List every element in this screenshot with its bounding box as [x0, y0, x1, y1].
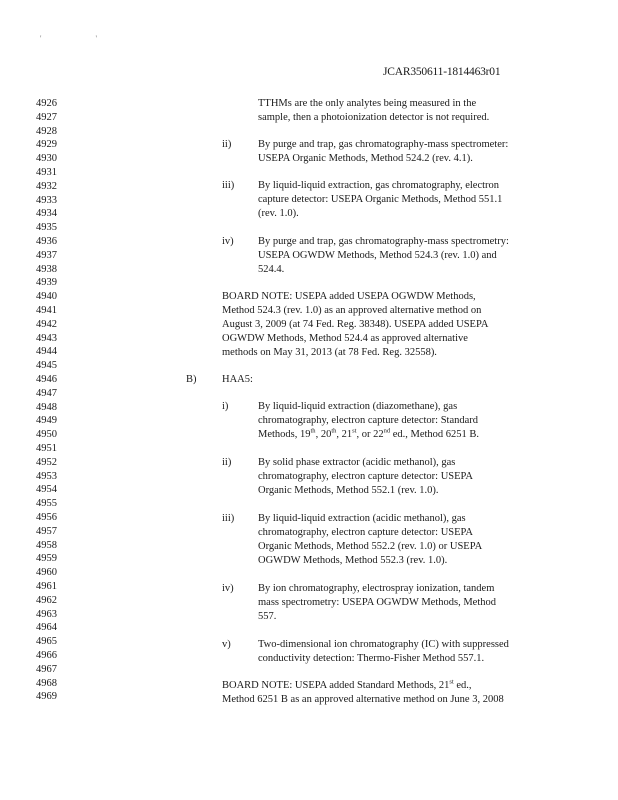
- line-number: 4935: [36, 222, 57, 234]
- text-line-4933: capture detector: USEPA Organic Methods, Method 551.1: [258, 194, 503, 205]
- text-line-4965: Two-dimensional ion chromatography (IC) with suppressed: [258, 639, 509, 650]
- line-number: 4955: [36, 498, 57, 510]
- line-number: 4963: [36, 608, 57, 620]
- text-line-4942: August 3, 2009 (at 74 Fed. Reg. 38348). USEPA added USEPA: [222, 319, 489, 330]
- text-line-4958: Organic Methods, Method 552.2 (rev. 1.0) or USEPA: [258, 541, 483, 552]
- list-marker-iv: iv): [222, 236, 234, 247]
- text-line-4948: By liquid-liquid extraction (diazomethane), gas: [258, 401, 458, 412]
- line-number: 4951: [36, 443, 57, 454]
- text-line-4950: Methods, 19th, 20th, 21st, or 22nd ed., Method 6251 B.: [258, 427, 480, 440]
- line-number: 4957: [36, 525, 57, 537]
- line-number: 4967: [36, 663, 57, 675]
- text-line-4969: Method 6251 B as an approved alternative method on June 3, 2008: [222, 694, 504, 705]
- scan-corner-marks: ' ': [40, 34, 123, 43]
- line-number: 4956: [36, 512, 57, 523]
- line-number: 4950: [36, 429, 57, 441]
- line-number: 4958: [36, 539, 57, 551]
- line-number: 4960: [36, 567, 57, 579]
- line-number: 4952: [36, 456, 57, 468]
- line-number: 4962: [36, 594, 57, 606]
- text-line-4940: BOARD NOTE: USEPA added USEPA OGWDW Methods,: [222, 291, 476, 302]
- line-number: 4930: [36, 153, 57, 165]
- list-marker-iii: iii): [222, 513, 235, 524]
- text-line-4943: OGWDW Methods, Method 524.4 as approved alternative: [222, 333, 468, 344]
- text-line-4932: By liquid-liquid extraction, gas chromatography, electron: [258, 180, 500, 191]
- line-number: 4940: [36, 291, 57, 303]
- line-number: 4946: [36, 374, 57, 385]
- line-number: 4942: [36, 318, 57, 330]
- text-line-4968: BOARD NOTE: USEPA added Standard Methods, 21st ed.,: [222, 678, 472, 691]
- line-number: 4945: [36, 360, 57, 372]
- line-number: 4954: [36, 484, 57, 496]
- line-number: 4947: [36, 387, 57, 399]
- text-line-4927: sample, then a photoionization detector is not required.: [258, 112, 490, 123]
- line-number: 4931: [36, 167, 57, 178]
- line-number: 4938: [36, 263, 57, 275]
- line-number: 4929: [36, 139, 57, 151]
- line-number: 4964: [36, 622, 57, 634]
- list-marker-iii: iii): [222, 180, 235, 191]
- text-line-4966: conductivity detection: Thermo-Fisher Method 557.1.: [258, 653, 485, 664]
- line-number: 4959: [36, 553, 57, 565]
- list-marker-iv: iv): [222, 583, 234, 594]
- line-number: 4928: [36, 125, 57, 137]
- line-number: 4932: [36, 180, 57, 192]
- list-marker-ii: ii): [222, 457, 232, 468]
- line-number: 4926: [36, 98, 57, 109]
- text-line-4961: By ion chromatography, electrospray ionization, tandem: [258, 583, 495, 594]
- text-line-4949: chromatography, electron capture detector: Standard: [258, 415, 479, 426]
- line-number: 4969: [36, 691, 57, 703]
- text-line-4952: By solid phase extractor (acidic methanol), gas: [258, 457, 456, 468]
- list-marker-v: v): [222, 639, 231, 650]
- text-line-4929: By purge and trap, gas chromatography-mass spectrometer:: [258, 139, 509, 150]
- text-line-4926: TTHMs are the only analytes being measured in the: [258, 98, 477, 109]
- line-number: 4949: [36, 415, 57, 427]
- line-number: 4953: [36, 470, 57, 482]
- line-number: 4939: [36, 277, 57, 289]
- line-number: 4943: [36, 332, 57, 344]
- text-line-4957: chromatography, electron capture detector: USEPA: [258, 527, 473, 538]
- line-number: 4944: [36, 346, 57, 358]
- line-number: 4965: [36, 636, 57, 648]
- line-number: 4961: [36, 581, 57, 592]
- document-id: JCAR350611-1814463r01: [383, 66, 501, 78]
- text-line-4953: chromatography, electron capture detector: USEPA: [258, 471, 473, 482]
- text-line-4962: mass spectrometry: USEPA OGWDW Methods, Method: [258, 597, 496, 608]
- list-marker-ii: ii): [222, 139, 232, 150]
- line-number: 4948: [36, 401, 57, 413]
- text-line-4938: 524.4.: [258, 264, 285, 275]
- line-number: 4934: [36, 208, 57, 220]
- text-line-4937: USEPA OGWDW Methods, Method 524.3 (rev. 1.0) and: [258, 250, 497, 261]
- text-line-4944: methods on May 31, 2013 (at 78 Fed. Reg. 32558).: [222, 347, 437, 358]
- line-number: 4933: [36, 194, 57, 206]
- text-line-4930: USEPA Organic Methods, Method 524.2 (rev. 4.1).: [258, 153, 473, 164]
- text-line-4956: By liquid-liquid extraction (acidic methanol), gas: [258, 513, 466, 524]
- text-line-4936: By purge and trap, gas chromatography-mass spectrometry:: [258, 236, 509, 247]
- list-marker-i: i): [222, 401, 229, 412]
- line-number: 4937: [36, 249, 57, 261]
- list-marker-B: B): [186, 374, 197, 385]
- line-number: 4936: [36, 236, 57, 247]
- text-line-4941: Method 524.3 (rev. 1.0) as an approved alternative method on: [222, 305, 482, 316]
- text-line-4934: (rev. 1.0).: [258, 208, 299, 219]
- text-line-4959: OGWDW Methods, Method 552.3 (rev. 1.0).: [258, 555, 448, 566]
- line-number: 4927: [36, 111, 57, 123]
- line-number: 4968: [36, 677, 57, 689]
- text-line-4963: 557.: [258, 611, 277, 622]
- text-line-4954: Organic Methods, Method 552.1 (rev. 1.0).: [258, 485, 439, 496]
- text-line-4946: HAA5:: [222, 374, 253, 385]
- line-number: 4941: [36, 305, 57, 316]
- line-number: 4966: [36, 650, 57, 661]
